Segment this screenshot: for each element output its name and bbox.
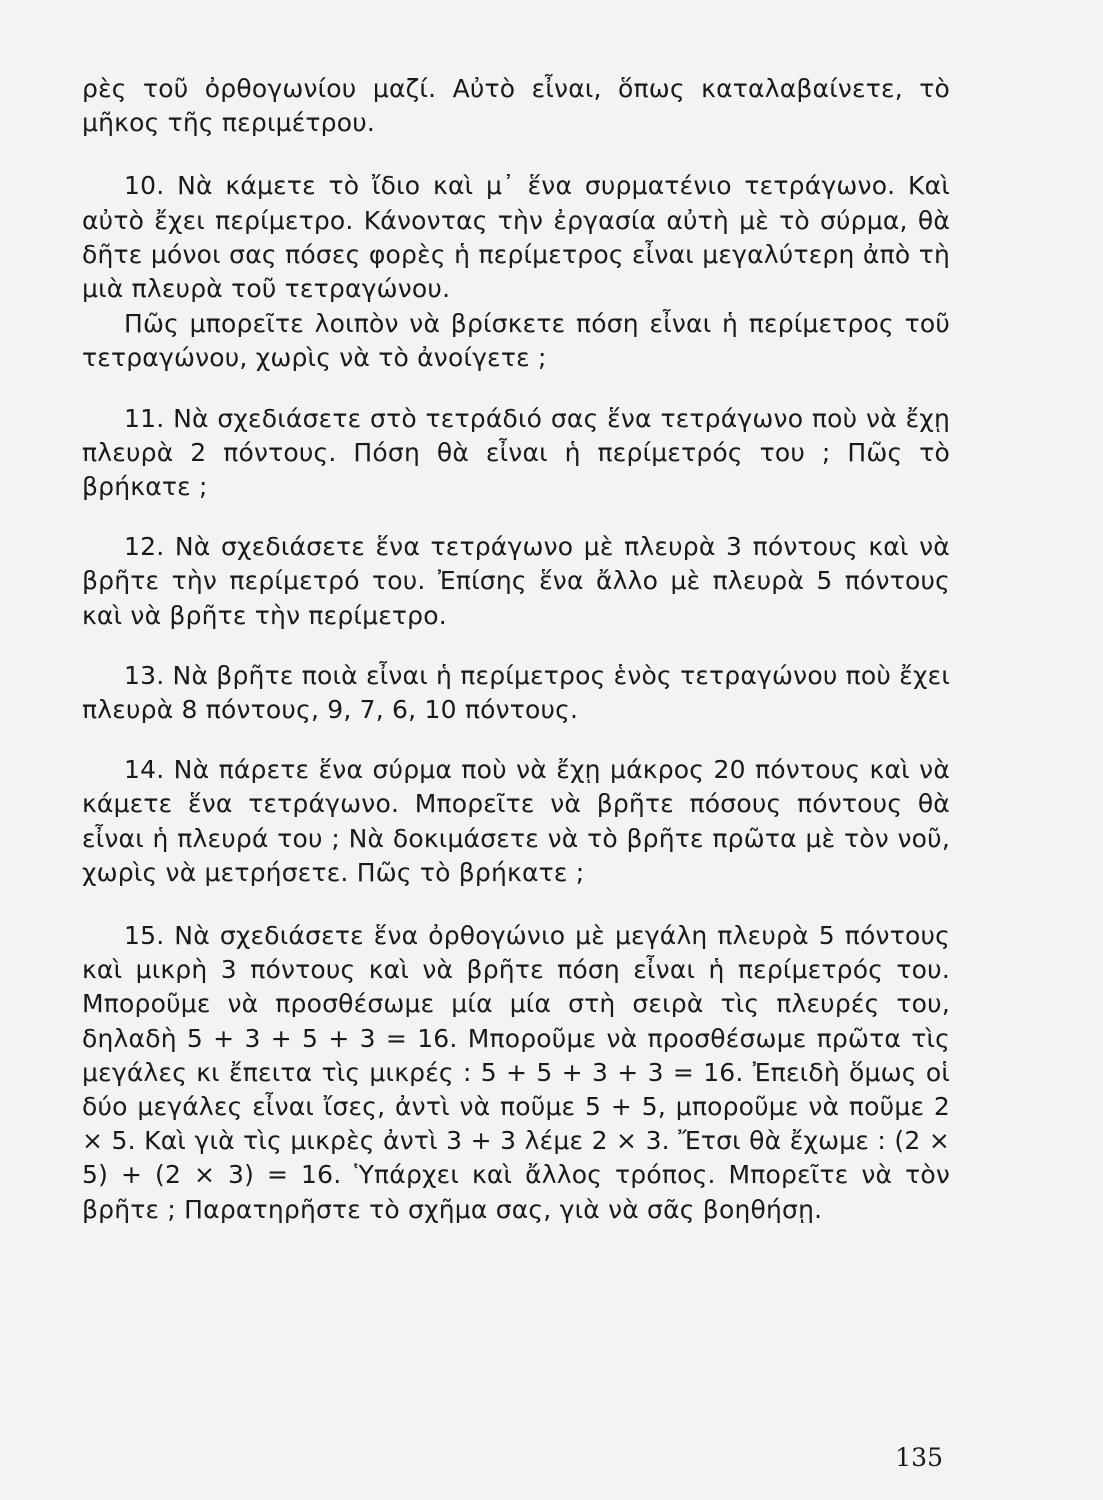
- exercise-13: 13. Νὰ βρῆτε ποιὰ εἶναι ἡ περίμετρος ἑνὸς τετραγώνου ποὺ ἔχει πλευρὰ 8 πόντους, 9, 7, 6, 10 πόντους.: [82, 660, 950, 725]
- exercise-10-question: Πῶς μπορεῖτε λοιπὸν νὰ βρίσκετε πόση εἶναι ἡ περίμετρος τοῦ τετραγώνου, χωρὶς νὰ τὸ ἀνοίγετε ;: [82, 309, 950, 373]
- exercise-14: 14. Νὰ πάρετε ἕνα σύρμα ποὺ νὰ ἔχῃ μάκρος 20 πόντους καὶ νὰ κάμετε ἕνα τετράγωνο. Μπορεῖτε νὰ βρῆτε πόσους πόντους θὰ εἶναι ἡ πλευρά του ; Νὰ δοκιμάσετε νὰ τὸ βρῆτε πρῶτα μὲ τὸν νοῦ, χωρὶς νὰ μετρήσετε. Πῶς τὸ βρήκατε ;: [82, 755, 950, 887]
- exercise-10: 10. Νὰ κάμετε τὸ ἴδιο καὶ μ᾽ ἕνα συρματένιο τετράγωνο. Καὶ αὐτὸ ἔχει περίμετρο. Κάνοντας τὴν ἐργασία αὐτὴ μὲ τὸ σύρμα, θὰ δῆτε μόνοι σας πόσες φορὲς ἡ περίμετρος εἶναι μεγαλύτερη ἀπὸ τὴ μιὰ πλευρὰ τοῦ τετραγώνου.: [82, 171, 950, 304]
- exercise-15: 15. Νὰ σχεδιάσετε ἕνα ὀρθογώνιο μὲ μεγάλη πλευρὰ 5 πόντους καὶ μικρὴ 3 πόντους καὶ νὰ βρῆτε πόση εἶναι ἡ περίμετρός του. Μποροῦμε νὰ προσθέσωμε μία μία στὴ σειρὰ τὶς πλευρές του, δηλαδὴ 5 + 3 + 5 + 3 = 16. Μποροῦμε νὰ προσθέσωμε πρῶτα τὶς μεγάλες κι ἔπειτα τὶς μικρές : 5 + 5 + 3 + 3 = 16. Ἐπειδὴ ὅμως οἱ δύο μεγάλες εἶναι ἴσες, ἀντὶ νὰ ποῦμε 5 + 5, μποροῦμε νὰ ποῦμε 2 × 5. Καὶ γιὰ τὶς μικρὲς ἀντὶ 3 + 3 λέμε 2 × 3. Ἔτσι θὰ ἔχωμε : (2 × 5) + (2 × 3) = 16. Ὑπάρχει καὶ ἄλλος τρόπος. Μπορεῖτε νὰ τὸν βρῆτε ; Παρατηρῆστε τὸ σχῆμα σας, γιὰ νὰ σᾶς βοηθήσῃ.: [82, 921, 950, 1224]
- page-number: 135: [895, 1443, 943, 1472]
- exercise-12: 12. Νὰ σχεδιάσετε ἕνα τετράγωνο μὲ πλευρὰ 3 πόντους καὶ νὰ βρῆτε τὴν περίμετρό του. Ἐπίσης ἕνα ἄλλο μὲ πλευρὰ 5 πόντους καὶ νὰ βρῆτε τὴν περίμετρο.: [82, 532, 950, 630]
- exercise-11: 11. Νὰ σχεδιάσετε στὸ τετράδιό σας ἕνα τετράγωνο ποὺ νὰ ἔχῃ πλευρὰ 2 πόντους. Πόση θὰ εἶναι ἡ περίμετρός του ; Πῶς τὸ βρήκατε ;: [82, 403, 950, 502]
- paragraph-continued: ρὲς τοῦ ὀρθογωνίου μαζί. Αὐτὸ εἶναι, ὅπως καταλαβαίνετε, τὸ μῆκος τῆς περιμέτρου.: [82, 74, 950, 138]
- page-body: [82, 72, 950, 1227]
